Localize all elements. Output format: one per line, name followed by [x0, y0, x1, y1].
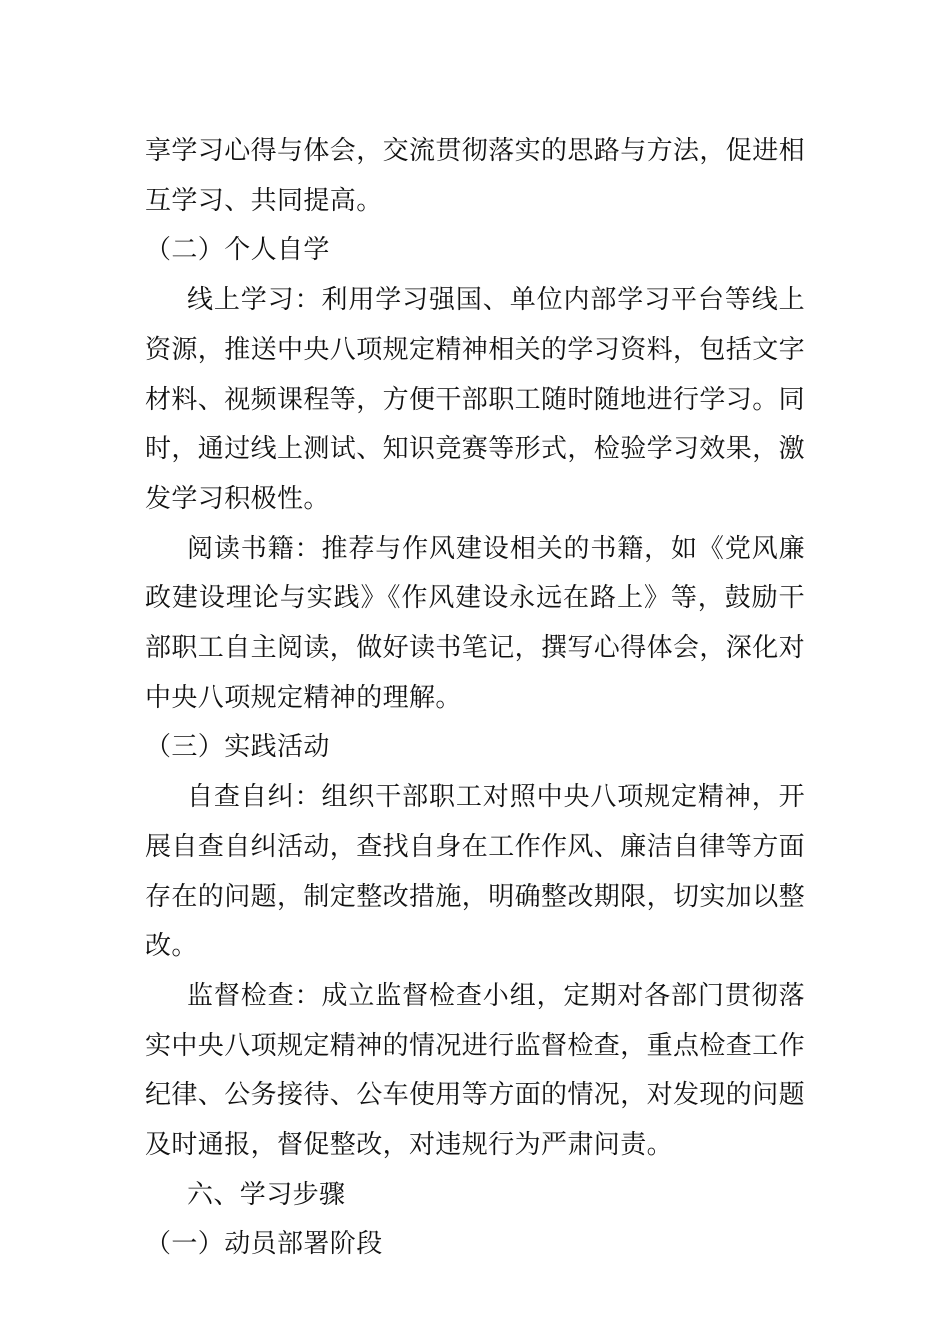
paragraph-online-learning: 线上学习：利用学习强国、单位内部学习平台等线上资源，推送中央八项规定精神相关的学习资料，包括文字材料、视频课程等，方便干部职工随时随地进行学习。同时，通过线上测试、知识竞赛等形式，检验学习效果，激发学习积极性。: [145, 285, 806, 514]
heading-learning-steps: 六、学习步骤: [187, 1179, 346, 1210]
paragraph-supervision: 监督检查：成立监督检查小组，定期对各部门贯彻落实中央八项规定精神的情况进行监督检查，重点检查工作纪律、公务接待、公车使用等方面的情况，对发现的问题及时通报，督促整改，对违规行为严肃问责。: [145, 980, 806, 1161]
subheading-personal-study: （二）个人自学: [145, 235, 330, 266]
subheading-mobilization: （一）动员部署阶段: [145, 1229, 383, 1260]
paragraph-reading-books: 阅读书籍：推荐与作风建设相关的书籍，如《党风廉政建设理论与实践》《作风建设永远在路上》等，鼓励干部职工自主阅读，做好读书笔记，撰写心得体会，深化对中央八项规定精神的理解。: [145, 533, 806, 713]
subheading-practice-activities: （三）实践活动: [145, 732, 330, 763]
paragraph-continuation: 享学习心得与体会，交流贯彻落实的思路与方法，促进相互学习、共同提高。: [145, 136, 806, 216]
paragraph-self-inspection: 自查自纠：组织干部职工对照中央八项规定精神，开展自查自纠活动，查找自身在工作作风、廉洁自律等方面存在的问题，制定整改措施，明确整改期限，切实加以整改。: [145, 782, 806, 962]
document-body: [145, 127, 805, 1270]
